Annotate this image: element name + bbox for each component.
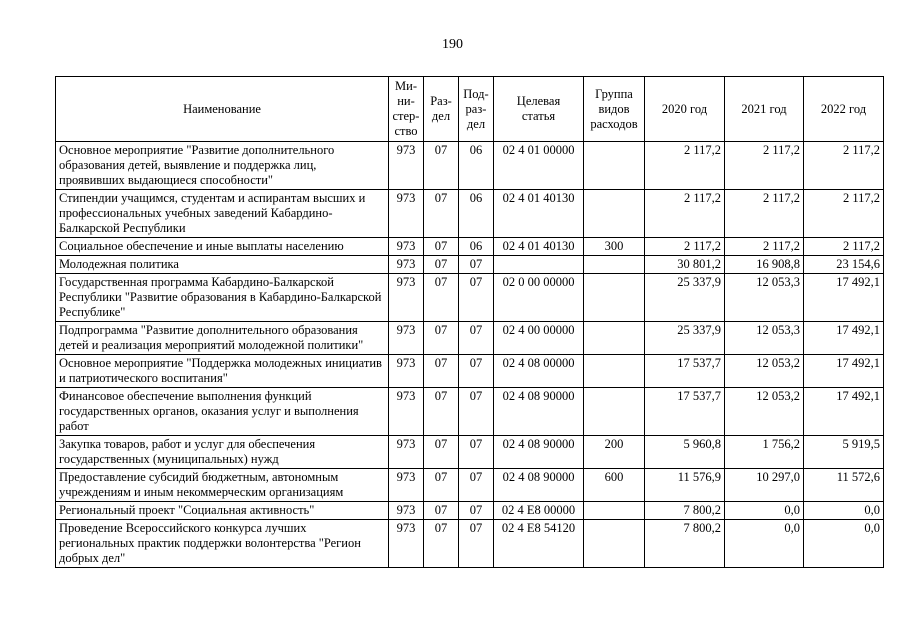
cell-group: 200 <box>584 436 645 469</box>
cell-2021: 1 756,2 <box>725 436 804 469</box>
cell-2021: 2 117,2 <box>725 142 804 190</box>
table-row <box>56 520 884 568</box>
table-row <box>56 190 884 238</box>
table-row <box>56 502 884 520</box>
cell-group <box>584 520 645 568</box>
cell-target: 02 4 08 90000 <box>494 388 584 436</box>
header-subsection: Под- раз- дел <box>459 77 494 142</box>
cell-subsection: 07 <box>459 520 494 568</box>
cell-2022: 11 572,6 <box>804 469 884 502</box>
cell-2022: 17 492,1 <box>804 274 884 322</box>
cell-name: Социальное обеспечение и иные выплаты населению <box>56 238 389 256</box>
header-name: Наименование <box>56 77 389 142</box>
cell-ministry: 973 <box>389 256 424 274</box>
cell-subsection: 07 <box>459 436 494 469</box>
header-group: Группа видов расходов <box>584 77 645 142</box>
cell-2022: 17 492,1 <box>804 322 884 355</box>
cell-ministry: 973 <box>389 436 424 469</box>
cell-2021: 2 117,2 <box>725 238 804 256</box>
header-row <box>56 77 884 142</box>
cell-group <box>584 502 645 520</box>
header-2020: 2020 год <box>645 77 725 142</box>
cell-2020: 25 337,9 <box>645 274 725 322</box>
cell-subsection: 07 <box>459 274 494 322</box>
cell-2020: 7 800,2 <box>645 520 725 568</box>
cell-name: Молодежная политика <box>56 256 389 274</box>
cell-target <box>494 256 584 274</box>
cell-name: Государственная программа Кабардино-Балкарской Республики "Развитие образования в Кабардино-Балкарской Республике" <box>56 274 389 322</box>
cell-2020: 2 117,2 <box>645 190 725 238</box>
cell-name: Финансовое обеспечение выполнения функций государственных органов, оказания услуг и выполнения работ <box>56 388 389 436</box>
cell-group: 300 <box>584 238 645 256</box>
cell-section: 07 <box>424 142 459 190</box>
cell-subsection: 07 <box>459 502 494 520</box>
table-row <box>56 142 884 190</box>
cell-name: Предоставление субсидий бюджетным, автономным учреждениям и иным некоммерческим организациям <box>56 469 389 502</box>
cell-ministry: 973 <box>389 520 424 568</box>
cell-name: Региональный проект "Социальная активность" <box>56 502 389 520</box>
cell-target: 02 4 01 40130 <box>494 190 584 238</box>
cell-name: Проведение Всероссийского конкурса лучших региональных практик поддержки волонтерства "Регион добрых дел" <box>56 520 389 568</box>
cell-2020: 30 801,2 <box>645 256 725 274</box>
cell-2021: 10 297,0 <box>725 469 804 502</box>
cell-2020: 7 800,2 <box>645 502 725 520</box>
header-ministry: Ми- ни- стер- ство <box>389 77 424 142</box>
cell-subsection: 07 <box>459 469 494 502</box>
cell-target: 02 4 01 00000 <box>494 142 584 190</box>
cell-ministry: 973 <box>389 355 424 388</box>
cell-target: 02 4 00 00000 <box>494 322 584 355</box>
cell-name: Основное мероприятие "Развитие дополнительного образования детей, выявление и поддержка лиц, проявивших выдающиеся способности" <box>56 142 389 190</box>
cell-target: 02 4 01 40130 <box>494 238 584 256</box>
cell-name: Стипендии учащимся, студентам и аспирантам высших и профессиональных учебных заведений Кабардино-Балкарской Республики <box>56 190 389 238</box>
cell-section: 07 <box>424 190 459 238</box>
cell-subsection: 06 <box>459 190 494 238</box>
cell-section: 07 <box>424 388 459 436</box>
cell-2021: 0,0 <box>725 502 804 520</box>
cell-group <box>584 355 645 388</box>
cell-2022: 17 492,1 <box>804 355 884 388</box>
table-row <box>56 355 884 388</box>
header-2022: 2022 год <box>804 77 884 142</box>
table-row <box>56 322 884 355</box>
table-row <box>56 436 884 469</box>
cell-2020: 5 960,8 <box>645 436 725 469</box>
cell-2020: 17 537,7 <box>645 355 725 388</box>
cell-2022: 0,0 <box>804 502 884 520</box>
header-2021: 2021 год <box>725 77 804 142</box>
cell-ministry: 973 <box>389 388 424 436</box>
cell-target: 02 4 E8 00000 <box>494 502 584 520</box>
cell-2022: 2 117,2 <box>804 142 884 190</box>
cell-section: 07 <box>424 469 459 502</box>
cell-group <box>584 256 645 274</box>
cell-2021: 16 908,8 <box>725 256 804 274</box>
cell-2021: 12 053,2 <box>725 388 804 436</box>
cell-section: 07 <box>424 355 459 388</box>
cell-subsection: 07 <box>459 388 494 436</box>
cell-target: 02 4 08 90000 <box>494 469 584 502</box>
header-target: Целевая статья <box>494 77 584 142</box>
cell-section: 07 <box>424 274 459 322</box>
cell-subsection: 06 <box>459 142 494 190</box>
cell-2022: 0,0 <box>804 520 884 568</box>
cell-section: 07 <box>424 436 459 469</box>
cell-group: 600 <box>584 469 645 502</box>
budget-table <box>55 76 884 568</box>
cell-group <box>584 142 645 190</box>
cell-2021: 12 053,3 <box>725 322 804 355</box>
cell-2022: 2 117,2 <box>804 190 884 238</box>
cell-2021: 2 117,2 <box>725 190 804 238</box>
header-section: Раз- дел <box>424 77 459 142</box>
cell-section: 07 <box>424 238 459 256</box>
cell-target: 02 4 08 00000 <box>494 355 584 388</box>
cell-ministry: 973 <box>389 502 424 520</box>
cell-group <box>584 322 645 355</box>
cell-target: 02 4 E8 54120 <box>494 520 584 568</box>
cell-2021: 12 053,2 <box>725 355 804 388</box>
cell-section: 07 <box>424 322 459 355</box>
cell-ministry: 973 <box>389 469 424 502</box>
cell-ministry: 973 <box>389 322 424 355</box>
cell-name: Закупка товаров, работ и услуг для обеспечения государственных (муниципальных) нужд <box>56 436 389 469</box>
cell-2020: 2 117,2 <box>645 142 725 190</box>
cell-2020: 25 337,9 <box>645 322 725 355</box>
cell-2022: 5 919,5 <box>804 436 884 469</box>
cell-2022: 2 117,2 <box>804 238 884 256</box>
cell-section: 07 <box>424 256 459 274</box>
cell-2020: 2 117,2 <box>645 238 725 256</box>
cell-ministry: 973 <box>389 190 424 238</box>
cell-section: 07 <box>424 502 459 520</box>
cell-2021: 0,0 <box>725 520 804 568</box>
cell-subsection: 07 <box>459 322 494 355</box>
cell-ministry: 973 <box>389 274 424 322</box>
cell-ministry: 973 <box>389 238 424 256</box>
cell-target: 02 4 08 90000 <box>494 436 584 469</box>
cell-subsection: 07 <box>459 355 494 388</box>
table-row <box>56 256 884 274</box>
cell-2021: 12 053,3 <box>725 274 804 322</box>
cell-name: Основное мероприятие "Поддержка молодежных инициатив и патриотического воспитания" <box>56 355 389 388</box>
table-row <box>56 238 884 256</box>
cell-name: Подпрограмма "Развитие дополнительного образования детей и реализация мероприятий молодежной политики" <box>56 322 389 355</box>
cell-group <box>584 274 645 322</box>
cell-2022: 23 154,6 <box>804 256 884 274</box>
table-row <box>56 469 884 502</box>
cell-subsection: 07 <box>459 256 494 274</box>
cell-target: 02 0 00 00000 <box>494 274 584 322</box>
cell-group <box>584 388 645 436</box>
cell-2020: 11 576,9 <box>645 469 725 502</box>
table-row <box>56 274 884 322</box>
table-row <box>56 388 884 436</box>
cell-section: 07 <box>424 520 459 568</box>
page-number: 190 <box>442 37 463 52</box>
cell-2022: 17 492,1 <box>804 388 884 436</box>
cell-group <box>584 190 645 238</box>
cell-subsection: 06 <box>459 238 494 256</box>
cell-2020: 17 537,7 <box>645 388 725 436</box>
cell-ministry: 973 <box>389 142 424 190</box>
